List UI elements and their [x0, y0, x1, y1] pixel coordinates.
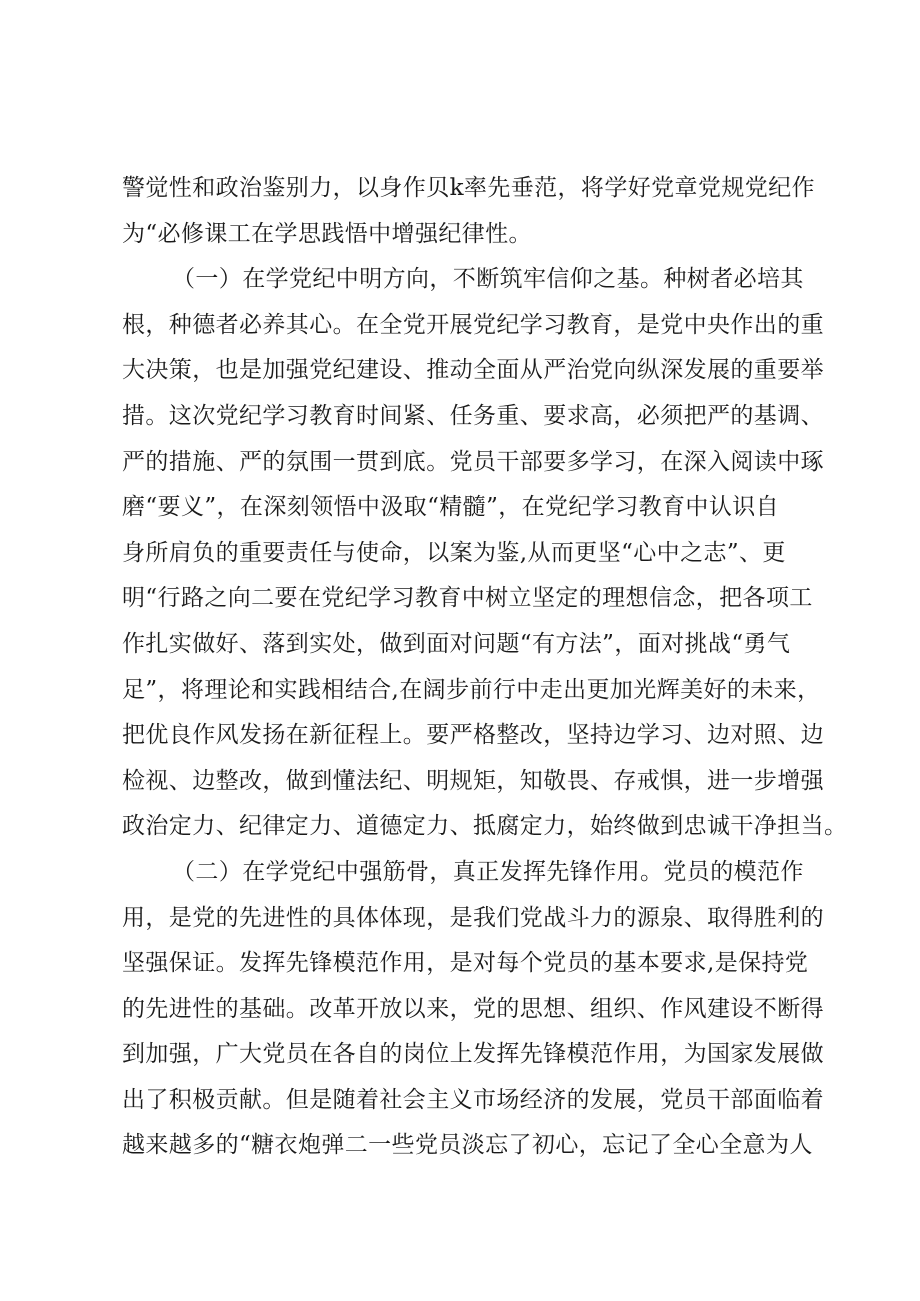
text-line: 出了积极贡献。但是随着社会主义市场经济的发展，党员干部面临着	[122, 1086, 824, 1113]
text-line: 越来越多的“糖衣炮弹二一些党员淡忘了初心，忘记了全心全意为人	[122, 1132, 813, 1159]
text-line: 明“行路之向二要在党纪学习教育中树立坚定的理想信念，把各项工	[122, 585, 813, 612]
text-line: 检视、边整改，做到懂法纪、明规矩，知敬畏、存戒惧，进一步增强	[122, 767, 824, 794]
text-line: 磨“要义”，在深刻领悟中汲取“精髓”，在党纪学习教育中认识自	[122, 494, 780, 521]
text-line: 作扎实做好、落到实处，做到面对问题“有方法”，面对挑战“勇气	[122, 630, 791, 657]
text-line: 把优良作风发扬在新征程上。要严格整改，坚持边学习、边对照、边	[122, 722, 824, 749]
section-heading-line: （一）在学党纪中明方向，不断筑牢信仰之基。种树者必培其	[172, 266, 804, 293]
text-line: 坚强保证。发挥先锋模范作用，是对每个党员的基本要求,是保持党	[122, 950, 809, 977]
text-line: 警觉性和政治鉴别力，以身作贝k率先垂范，将学好党章党规党纪作	[122, 175, 815, 201]
text-line: 根，种德者必养其心。在全党开展党纪学习教育，是党中央作出的重	[122, 311, 824, 338]
text-line: 为“必修课工在学思践悟中增强纪律性。	[122, 220, 532, 247]
text-line: 用，是党的先进性的具体体现，是我们党战斗力的源泉、取得胜利的	[122, 904, 824, 931]
text-line: 足”，将理论和实践相结合,在阔步前行中走出更加光辉美好的未来，	[122, 676, 821, 703]
section-heading-line: （二）在学党纪中强筋骨，真正发挥先锋作用。党员的模范作	[172, 858, 804, 885]
body-text	[122, 166, 848, 1169]
text-line: 措。这次党纪学习教育时间紧、任务重、要求高，必须把严的基调、	[122, 402, 824, 429]
text-line: 身所肩负的重要责任与使命，以案为鉴,从而更坚“心中之志”、更	[122, 539, 786, 566]
text-line: 到加强，广大党员在各自的岗位上发挥先锋模范作用，为国家发展做	[122, 1041, 824, 1068]
text-line: 政治定力、纪律定力、道德定力、抵腐定力，始终做到忠诚干净担当。	[122, 813, 848, 840]
text-line: 的先进性的基础。改革开放以来，党的思想、组织、作风建设不断得	[122, 995, 824, 1022]
text-line: 大决策，也是加强党纪建设、推动全面从严治党向纵深发展的重要举	[122, 357, 824, 384]
text-line: 严的措施、严的氛围一贯到底。党员干部要多学习，在深入阅读中琢	[122, 448, 824, 475]
